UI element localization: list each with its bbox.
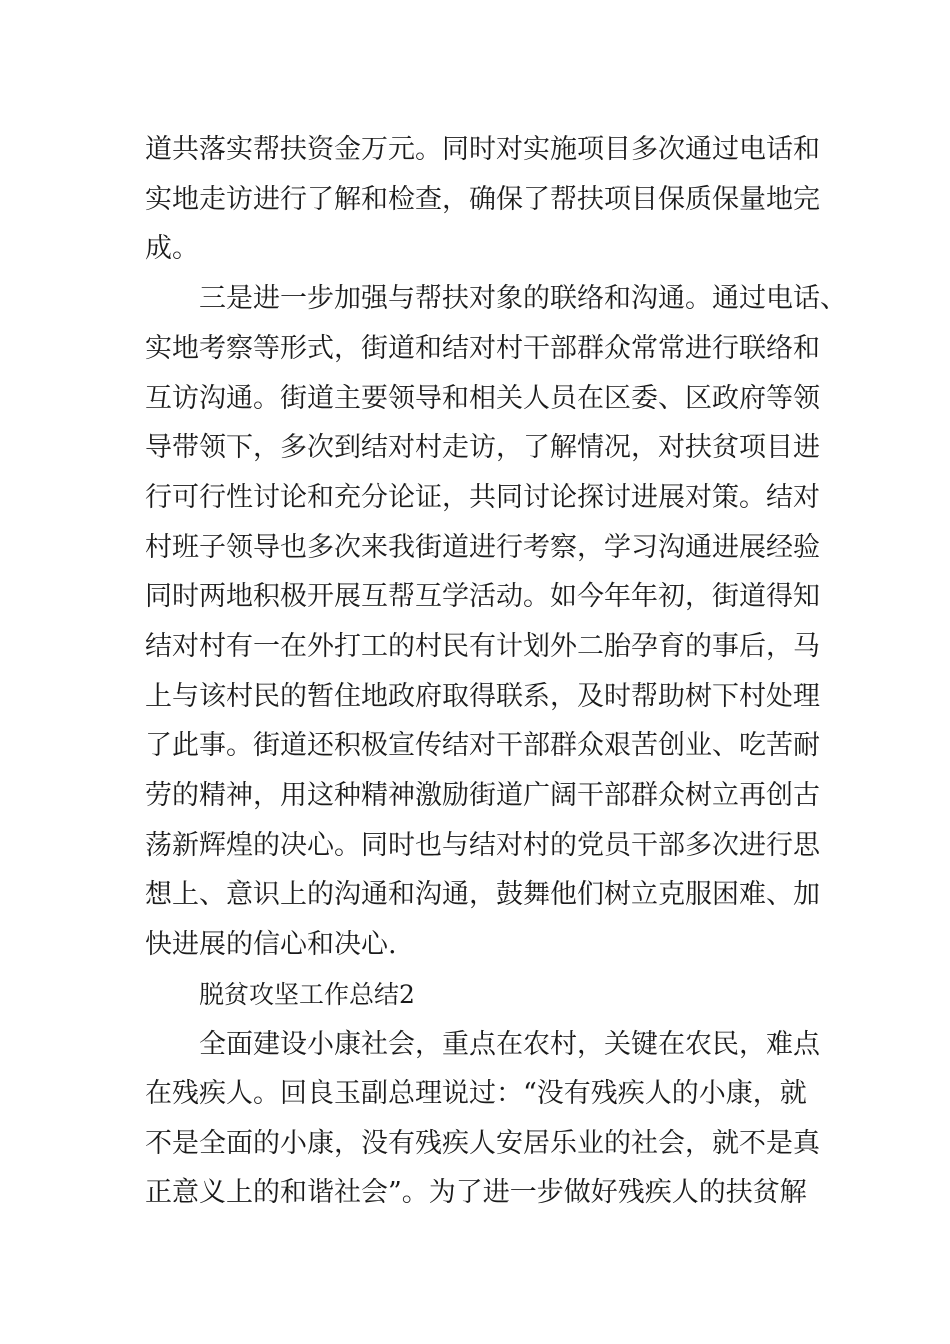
p2-line-1: 三是进一步加强与帮扶对象的联络和沟通。通过电话、 xyxy=(199,283,847,314)
p2-line-13: 想上、意识上的沟通和沟通，鼓舞他们树立克服困难、加 xyxy=(145,879,820,910)
section-heading: 脱贫攻坚工作总结2 xyxy=(199,980,415,1009)
p1-line-3: 成。 xyxy=(145,233,199,264)
p2-line-5: 行可行性讨论和充分论证，共同讨论探讨进展对策。结对 xyxy=(145,482,820,513)
p2-line-8: 结对村有一在外打工的村民有计划外二胎孕育的事后，马 xyxy=(145,631,820,662)
p2-line-2: 实地考察等形式，街道和结对村干部群众常常进行联络和 xyxy=(145,333,820,364)
p2-line-4: 导带领下，多次到结对村走访，了解情况，对扶贫项目进 xyxy=(145,432,820,463)
p2-line-7: 同时两地积极开展互帮互学活动。如今年年初，街道得知 xyxy=(145,581,820,612)
p1-line-1: 道共落实帮扶资金万元。同时对实施项目多次通过电话和 xyxy=(145,134,820,165)
p2-line-6: 村班子领导也多次来我街道进行考察，学习沟通进展经验 xyxy=(145,532,820,563)
p2-line-9: 上与该村民的暂住地政府取得联系，及时帮助树下村处理 xyxy=(145,681,820,712)
p2-line-3: 互访沟通。街道主要领导和相关人员在区委、区政府等领 xyxy=(145,383,820,414)
p1-line-2: 实地走访进行了解和检查，确保了帮扶项目保质保量地完 xyxy=(145,184,820,215)
p2-line-11: 劳的精神，用这种精神激励街道广阔干部群众树立再创古 xyxy=(145,780,820,811)
p3-line-1: 全面建设小康社会，重点在农村，关键在农民，难点 xyxy=(199,1029,820,1060)
p3-line-3: 不是全面的小康，没有残疾人安居乐业的社会，就不是真 xyxy=(145,1128,820,1159)
p3-line-2: 在残疾人。回良玉副总理说过：“没有残疾人的小康，就 xyxy=(145,1078,807,1109)
p2-line-12: 荡新辉煌的决心。同时也与结对村的党员干部多次进行思 xyxy=(145,830,820,861)
p3-line-4: 正意义上的和谐社会”。为了进一步做好残疾人的扶贫解 xyxy=(145,1177,807,1208)
p2-line-10: 了此事。街道还积极宣传结对干部群众艰苦创业、吃苦耐 xyxy=(145,730,820,761)
p2-line-14: 快进展的信心和决心. xyxy=(145,929,397,960)
